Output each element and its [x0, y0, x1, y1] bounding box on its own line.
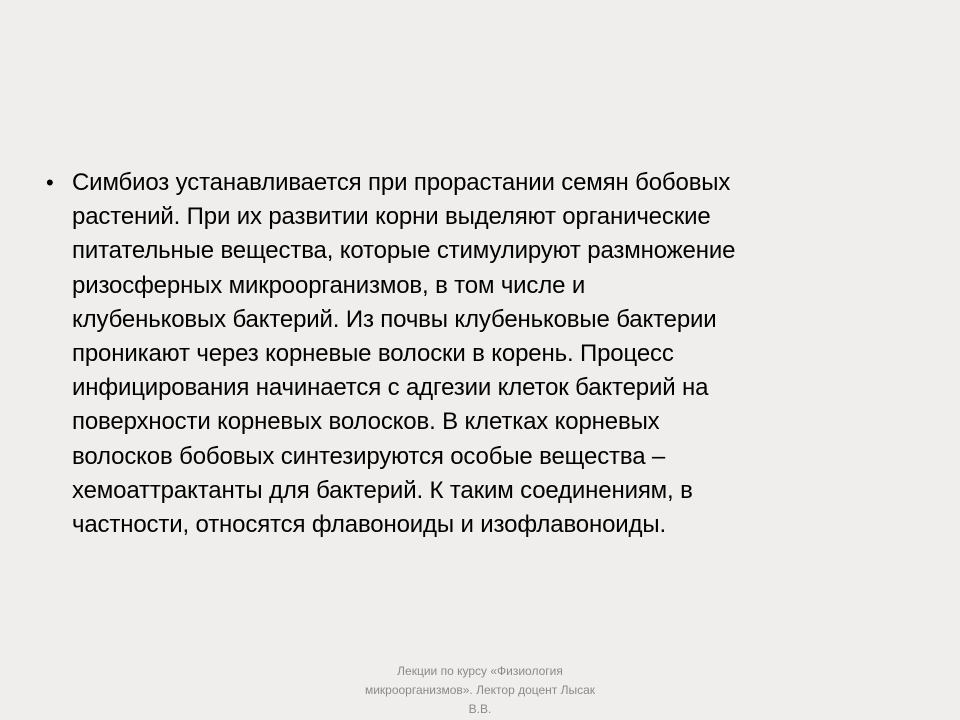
body-line: частности, относятся флавоноиды и изофлавоноиды. [72, 511, 666, 539]
body-line: волосков бобовых синтезируются особые вещества – [72, 442, 666, 470]
footer-line: В.В. [468, 702, 492, 716]
body-line: инфицирования начинается с адгезии клеток бактерий на [72, 374, 709, 402]
slide-footer [320, 662, 640, 719]
bullet-list [44, 166, 904, 542]
body-line: проникают через корневые волоски в корень. Процесс [72, 340, 674, 368]
bullet-text [72, 166, 904, 542]
body-line: растений. При их развитии корни выделяют органические [72, 203, 711, 231]
body-line: хемоаттрактанты для бактерий. К таким соединениям, в [72, 476, 693, 504]
bullet-item [44, 166, 904, 542]
footer-line: Лекции по курсу «Физиология [397, 664, 563, 678]
body-line: Симбиоз устанавливается при прорастании семян бобовых [72, 169, 731, 196]
bullet-marker: • [46, 170, 54, 195]
body-line: ризосферных микроорганизмов, в том числе и [72, 271, 586, 299]
body-line: питательные вещества, которые стимулируют размножение [72, 237, 736, 265]
body-line: поверхности корневых волосков. В клетках корневых [72, 408, 660, 436]
body-line: клубеньковых бактерий. Из почвы клубеньковые бактерии [72, 305, 717, 333]
footer-line: микроорганизмов». Лектор доцент Лысак [364, 683, 596, 697]
